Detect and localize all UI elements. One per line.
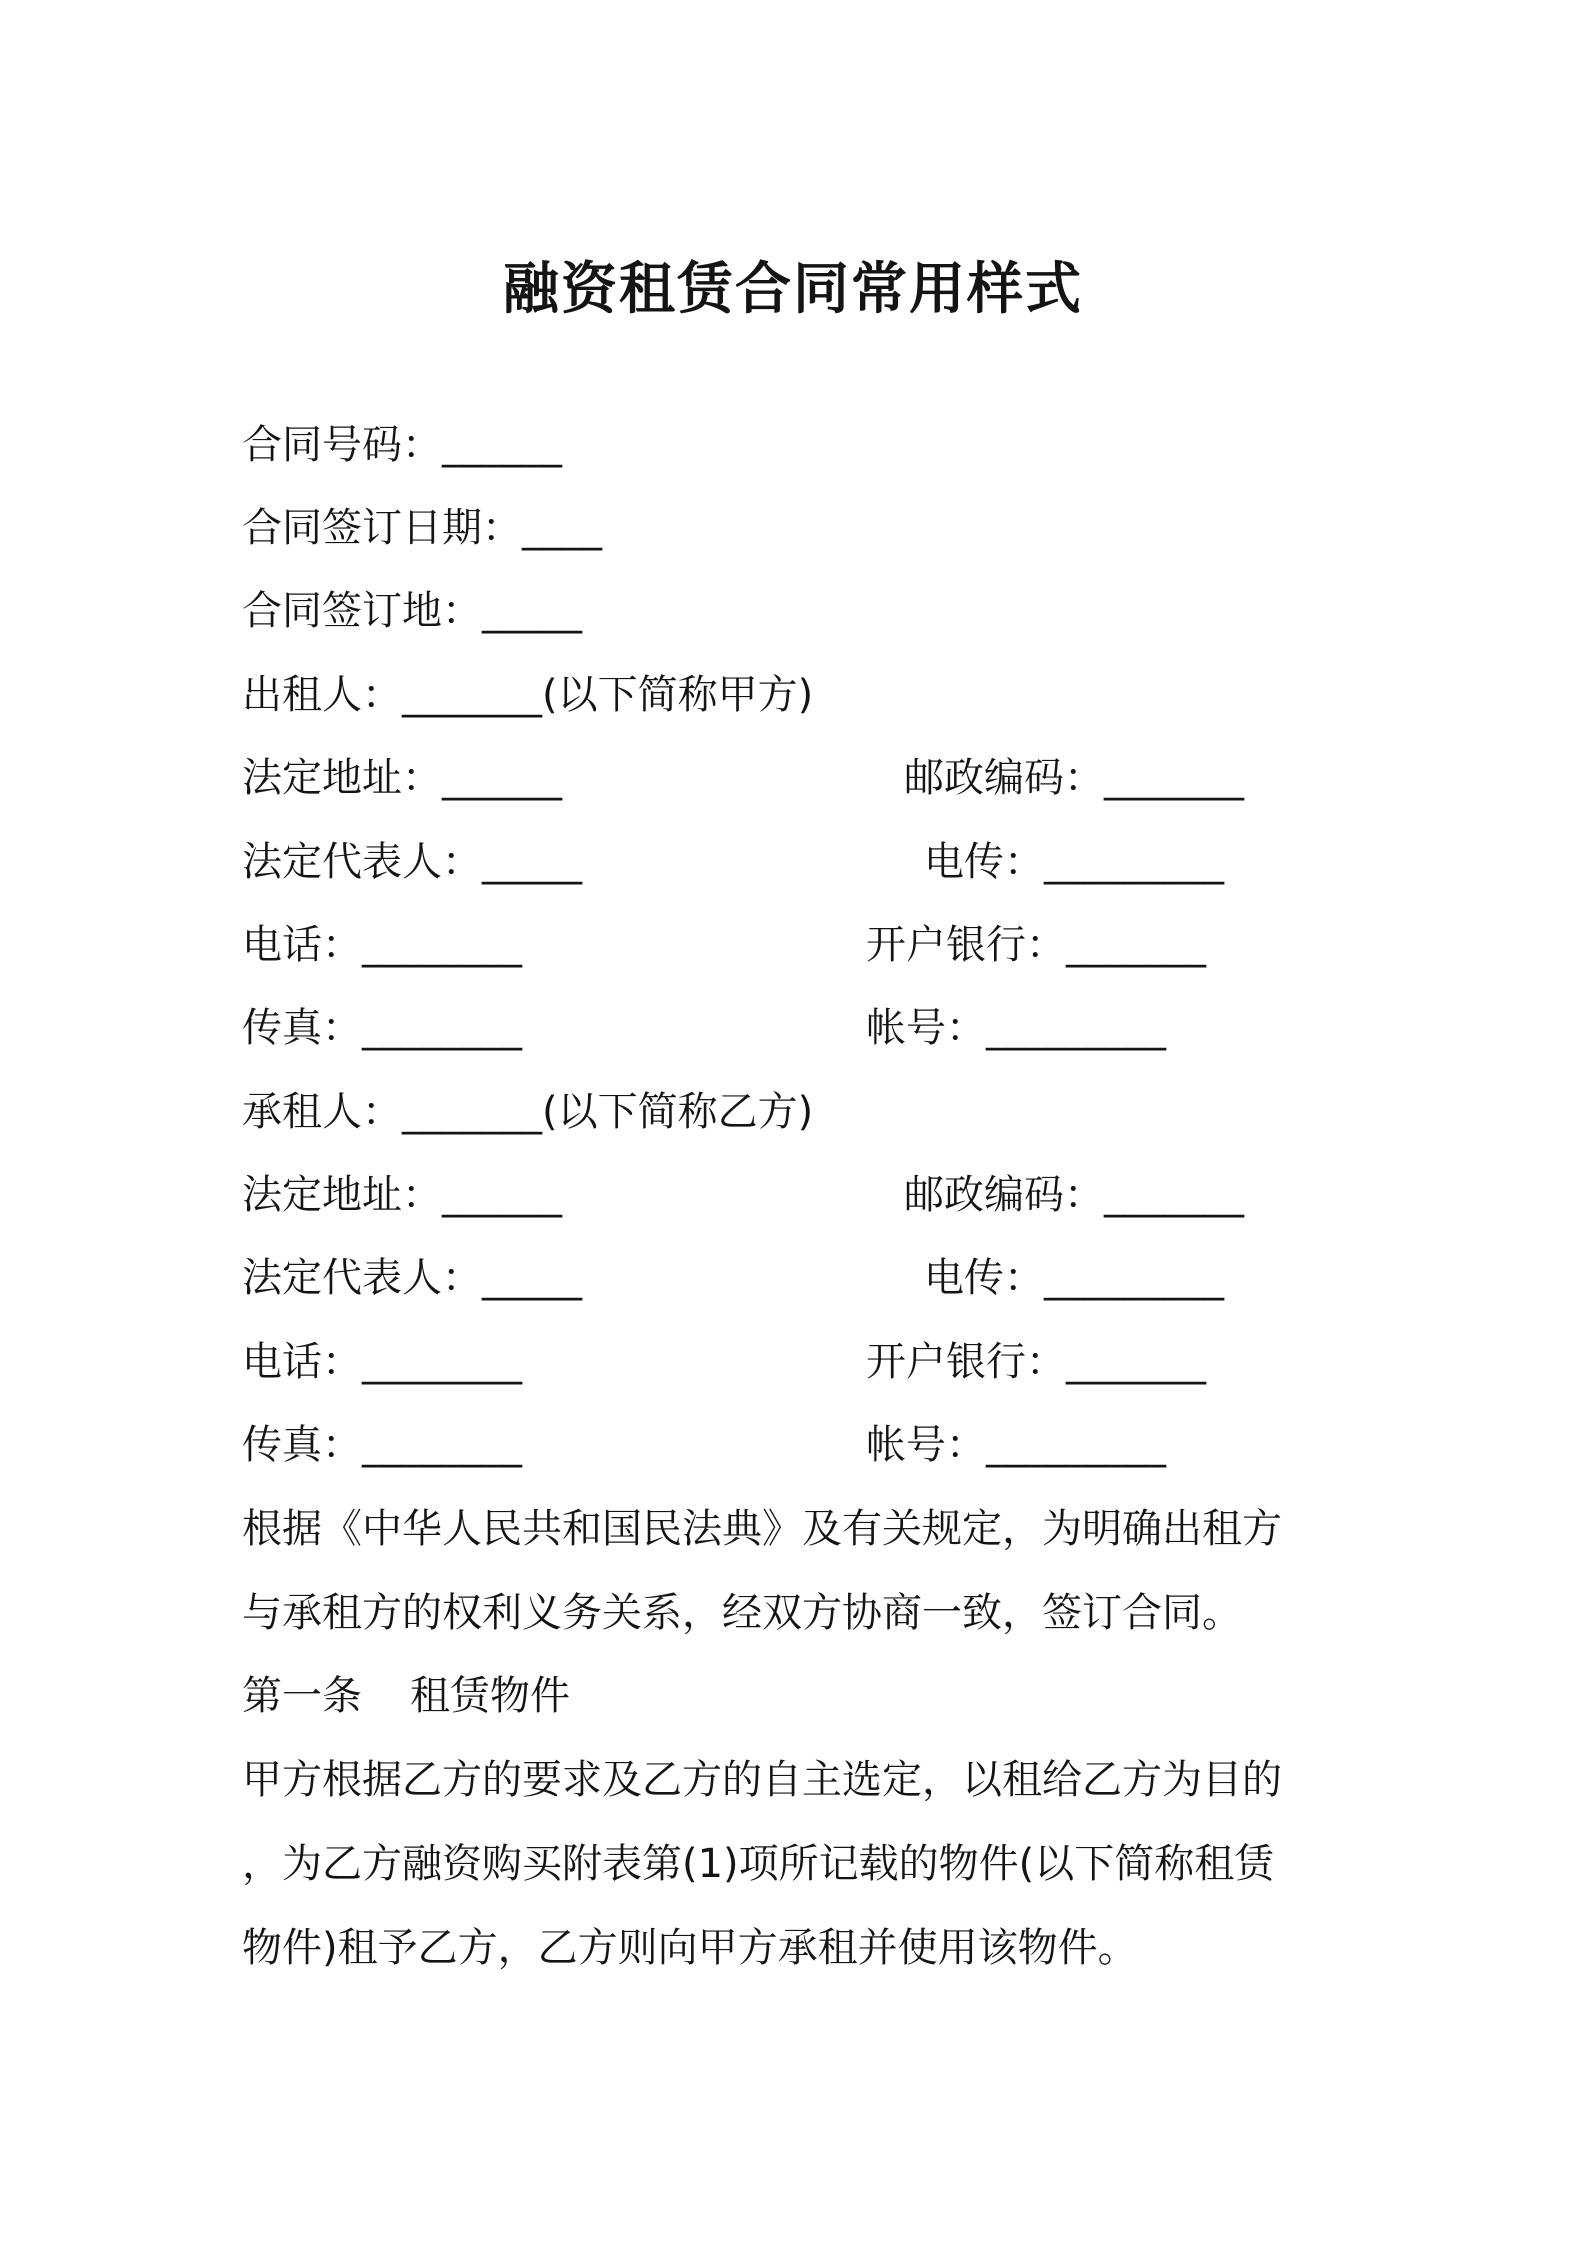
preamble-paragraph [242,1487,1362,1655]
lessee-fax-field: 传真：________ [242,1422,522,1468]
lessor-bank-field: 开户银行：_______ [866,922,1206,968]
lessor-telephone-field: 电话：________ [242,922,522,968]
lessor-legal-representative-field: 法定代表人：_____ [242,839,582,885]
article-1-paragraph [242,1738,1362,1990]
preamble-line: 与承租方的权利义务关系，经双方协商一致，签订合同。 [242,1590,1242,1636]
lessee-heading: 承租人：_______(以下简称乙方) [242,1089,814,1135]
lessee-postal-code-field: 邮政编码：_______ [904,1172,1244,1218]
lessor-account-field: 帐号：_________ [866,1005,1166,1051]
article-1-heading [242,1668,570,1724]
lessee-telex-field: 电传：_________ [924,1255,1224,1301]
lessee-telephone-field: 电话：________ [242,1339,522,1385]
lessee-account-field: 帐号：_________ [866,1422,1166,1468]
lessor-heading: 出租人：_______(以下简称甲方) [242,672,814,718]
signing-place-field: 合同签订地：_____ [242,588,582,634]
lessee-legal-address-field: 法定地址：______ [242,1172,562,1218]
preamble-line: 根据《中华人民共和国民法典》及有关规定，为明确出租方 [242,1506,1282,1552]
lessee-legal-representative-field: 法定代表人：_____ [242,1255,582,1301]
lessor-fax-field: 传真：________ [242,1005,522,1051]
lessor-legal-address-field: 法定地址：______ [242,755,562,801]
article-1-line: 甲方根据乙方的要求及乙方的自主选定，以租给乙方为目的 [242,1757,1282,1803]
article-1-title: 租赁物件 [410,1673,570,1719]
article-1-line: ，为乙方融资购买附表第(1)项所记载的物件(以下简称租赁 [242,1841,1275,1887]
lessor-telex-field: 电传：_________ [924,839,1224,885]
contract-number-field: 合同号码：______ [242,422,562,468]
document-title: 融资租赁合同常用样式 [503,257,1083,322]
article-1-number: 第一条 [242,1673,362,1719]
lessor-postal-code-field: 邮政编码：_______ [904,755,1244,801]
article-1-line: 物件)租予乙方，乙方则向甲方承租并使用该物件。 [242,1925,1138,1971]
lessee-bank-field: 开户银行：_______ [866,1339,1206,1385]
signing-date-field: 合同签订日期：____ [242,505,602,551]
